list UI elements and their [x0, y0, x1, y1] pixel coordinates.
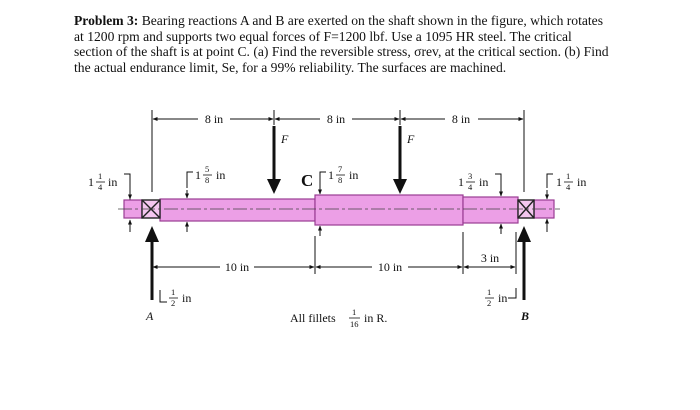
force-label-left: F [281, 132, 289, 146]
dim-top-1: 8 in [204, 112, 224, 126]
fillet-right [485, 287, 516, 308]
fillets-note-den: 16 [350, 319, 359, 329]
dia-left-mid-den: 8 [205, 175, 210, 185]
fillet-right-unit: in [498, 291, 508, 305]
problem-line-1: Bearing reactions A and B are exerted on the shaft shown in the figure, which rotates [138, 13, 604, 28]
fillets-note-prefix: All fillets [290, 311, 336, 325]
fillet-left-num: 1 [171, 287, 176, 297]
fillet-left-unit: in [182, 291, 192, 305]
dia-left-end [88, 171, 130, 200]
dia-left-mid-num: 5 [205, 164, 210, 174]
dia-right-end-num: 1 [566, 171, 571, 181]
shaft-section-right [463, 197, 518, 223]
dim-top-2: 8 in [326, 112, 346, 126]
reaction-arrow-b [517, 226, 531, 300]
force-label-right: F [407, 132, 415, 146]
dia-center-num: 7 [338, 164, 343, 174]
dim-bottom-3: 3 in [480, 251, 500, 265]
problem-line-2: at 1200 rpm and supports two equal forces of F=1200 lbf. Use a 1095 HR steel. The critical [74, 28, 572, 44]
shaft-section-left [160, 199, 315, 221]
dim-bottom-1: 10 in [224, 260, 250, 274]
dia-left-mid [187, 164, 225, 188]
dia-right-mid-unit: in [479, 175, 489, 189]
dia-center-whole: 1 [328, 168, 334, 182]
dia-right-end-den: 4 [566, 182, 571, 192]
dia-left-end-den: 4 [98, 182, 103, 192]
dia-right-mid [458, 171, 501, 194]
bearing-b-label: B [521, 309, 530, 323]
dia-right-mid-den: 4 [468, 182, 473, 192]
dia-left-mid-whole: 1 [195, 168, 201, 182]
dia-center [320, 164, 358, 190]
dia-right-end-whole: 1 [556, 175, 562, 189]
dia-center-den: 8 [338, 175, 343, 185]
fillet-left-den: 2 [171, 298, 176, 308]
fillets-note [290, 307, 387, 329]
shaft-section-center [315, 195, 463, 225]
fillets-note-suffix: in R. [364, 311, 388, 325]
dim-top-3: 8 in [451, 112, 471, 126]
dia-left-end-num: 1 [98, 171, 103, 181]
shaft [124, 195, 554, 225]
bottom-dimension-line [152, 232, 516, 276]
problem-label: Problem 3: [74, 13, 139, 28]
problem-line-4: the actual endurance limit, Se, for a 99% reliability. The surfaces are machined. [74, 59, 507, 75]
force-arrow-left [267, 126, 281, 194]
bearing-a-label: A [146, 309, 154, 323]
fillets-note-num: 1 [352, 307, 357, 317]
dim-bottom-2: 10 in [377, 260, 403, 274]
dia-right-end-unit: in [577, 175, 587, 189]
dia-right-mid-num: 3 [468, 171, 473, 181]
point-c-label: C [301, 171, 314, 190]
dia-right-end [547, 171, 586, 192]
fillet-left [160, 287, 191, 308]
dia-right-mid-whole: 1 [458, 175, 464, 189]
problem-line-3: section of the shaft is at point C. (a) Find the reversible stress, σrev, at the critical section. (b) Find [74, 44, 609, 60]
dia-left-end-whole: 1 [88, 175, 94, 189]
force-arrow-right [393, 126, 407, 194]
dia-left-end-unit: in [108, 175, 118, 189]
dia-left-mid-unit: in [216, 168, 226, 182]
fillet-right-den: 2 [487, 298, 492, 308]
dia-center-unit: in [349, 168, 359, 182]
fillet-right-num: 1 [487, 287, 492, 297]
